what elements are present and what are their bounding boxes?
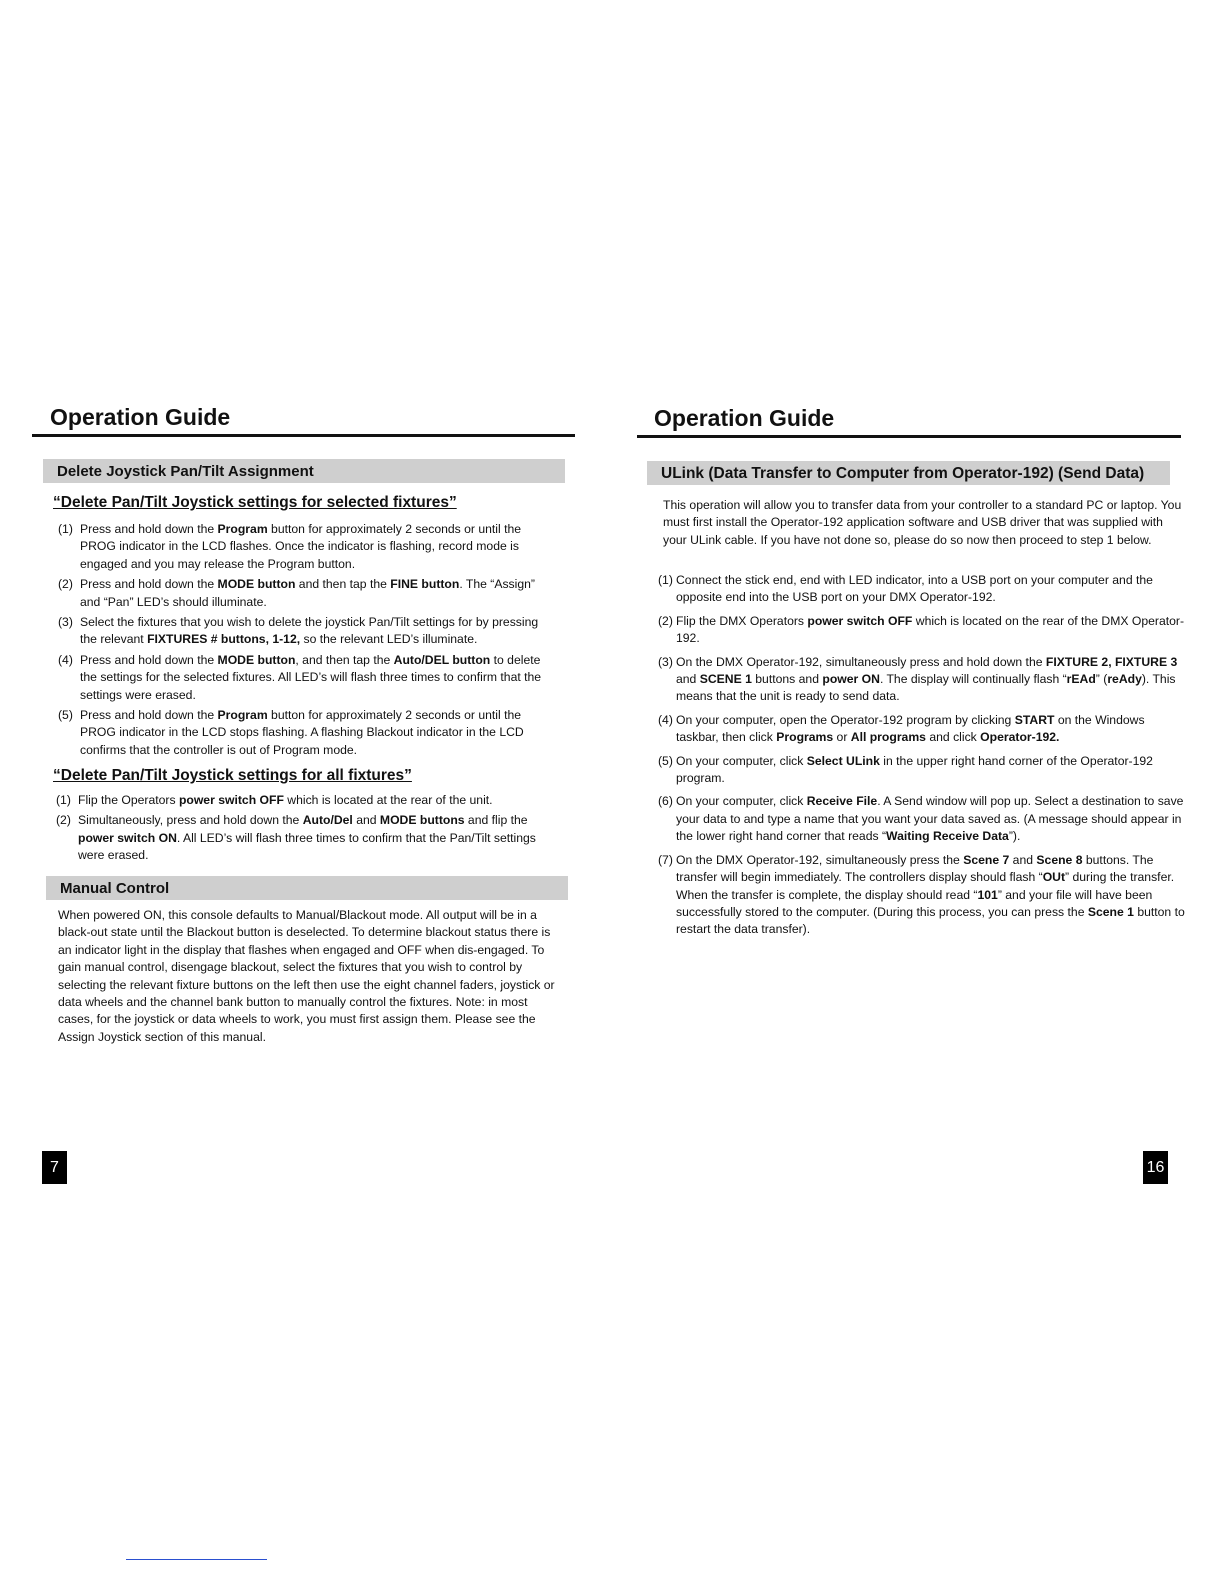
step-number: (1) (58, 522, 73, 536)
step-emphasis: power ON (822, 672, 880, 687)
step-item (658, 793, 1188, 845)
steps-list-all-fixtures (56, 792, 556, 868)
step-number: (3) (658, 654, 673, 669)
step-text: ). This means that the unit is ready to send data. (676, 672, 1176, 704)
step-item (658, 753, 1188, 788)
step-number: (2) (56, 813, 71, 828)
step-text: which is located on the rear of the DMX Operator-192. (676, 613, 1185, 646)
step-number: (5) (58, 708, 73, 723)
step-emphasis: START (1014, 712, 1055, 727)
subheading-selected-fixtures: “Delete Pan/Tilt Joystick settings for selected fixtures” (53, 494, 457, 511)
step-text: Flip the Operators (78, 793, 179, 807)
step-text: button for approximately 2 seconds or until the PROG indicator in the LCD flashes. Once the indicator is flashing, record mode is engaged and you may release the Program button. (80, 522, 522, 571)
page-title: Operation Guide (50, 404, 231, 430)
section-heading-manual-control: Manual Control (46, 876, 568, 900)
step-text: On the DMX Operator-192, simultaneously press and hold down the (676, 654, 1046, 669)
link-underline (126, 1559, 267, 1560)
step-emphasis: OUt (1042, 870, 1066, 885)
step-text: and click (925, 730, 981, 745)
step-text: Simultaneously, press and hold down the (78, 813, 303, 828)
step-text: so the relevant LED’s illuminate. (300, 632, 478, 647)
step-emphasis: Scene 1 (1087, 904, 1134, 919)
step-number: (1) (56, 793, 71, 807)
step-emphasis: Auto/Del (302, 813, 353, 828)
step-item (56, 792, 556, 809)
step-emphasis: Auto/DEL button (393, 652, 491, 667)
title-divider (637, 435, 1181, 438)
step-text: and (676, 672, 700, 687)
step-number: (4) (658, 712, 673, 727)
step-emphasis: FIXTURE 2, FIXTURE 3 (1045, 654, 1178, 669)
step-emphasis: MODE button (217, 577, 296, 592)
step-text: . The “Assign” and “Pan” LED’s should illuminate. (80, 577, 535, 609)
step-text: Select the fixtures that you wish to delete the joystick Pan/Tilt settings for by pressing the relevant (80, 615, 539, 647)
step-text: . All LED’s will flash three times to confirm that the Pan/Tilt settings were erased. (78, 830, 536, 863)
step-item (58, 576, 558, 611)
step-text: Press and hold down the (80, 522, 218, 536)
step-emphasis: All programs (850, 730, 926, 745)
step-text: On your computer, open the Operator-192 program by clicking (676, 712, 1015, 727)
step-number: (1) (658, 573, 673, 587)
step-text: ” and your file will have been successfully stored to the computer. (During this process, you can press the (676, 887, 1153, 919)
step-text: and (1009, 852, 1037, 867)
step-text: Press and hold down the (80, 708, 218, 723)
step-text: On your computer, click (676, 753, 807, 768)
step-text: in the upper right hand corner of the Operator-192 program. (676, 753, 1153, 786)
step-emphasis: 101 (977, 887, 998, 902)
step-number: (2) (658, 613, 673, 628)
step-emphasis: power switch ON (78, 830, 177, 845)
step-text: and (352, 813, 380, 828)
step-text: button for approximately 2 seconds or until the PROG indicator in the LCD stops flashing. A flashing Blackout indicator in the LCD confirms that the controller is out of Program mode. (80, 708, 524, 757)
step-emphasis: SCENE 1 (699, 672, 752, 687)
step-emphasis: Scene 7 (963, 852, 1010, 867)
step-text: Connect the stick end, end with LED indicator, into a USB port on your computer and the opposite end into the USB port on your DMX Operator-192. (676, 573, 1153, 605)
step-number: (4) (58, 652, 73, 667)
step-number: (7) (658, 852, 673, 867)
step-emphasis: Waiting Receive Data (886, 829, 1009, 844)
step-emphasis: MODE buttons (379, 813, 465, 828)
step-text: Press and hold down the (80, 652, 218, 667)
step-emphasis: Programs (776, 730, 834, 745)
page-number: 16 (1143, 1151, 1168, 1184)
step-text: On the DMX Operator-192, simultaneously press the (676, 852, 964, 867)
step-emphasis: power switch OFF (178, 793, 284, 807)
step-item (58, 707, 558, 759)
step-text: and flip the (464, 813, 528, 828)
step-emphasis: MODE button (217, 652, 296, 667)
step-item (56, 812, 556, 864)
subheading-all-fixtures: “Delete Pan/Tilt Joystick settings for all fixtures” (53, 767, 412, 784)
step-text: . The display will continually flash “ (879, 672, 1067, 687)
step-emphasis: FINE button (390, 577, 460, 592)
step-emphasis: Select ULink (806, 753, 880, 768)
step-emphasis: power switch OFF (807, 613, 913, 628)
step-text: ” during the transfer. When the transfer is complete, the display should read “ (676, 870, 1175, 902)
manual-control-text: When powered ON, this console defaults to Manual/Blackout mode. All output will be in a black-out state until the Blackout button is deselected. To determine blackout status there is an indicator light in the display that flashes when engaged and OFF when dis-engaged. To gain manual control, disengage blackout, select the fixtures that you wish to control by selecting the relevant fixture buttons on the left then use the eight channel faders, joystick or data wheels and the channel bank button to manually control the fixtures. Note: in most cases, for the joystick or data wheels to work, you must first assign them. Please see the Assign Joystick section of this manual. (58, 908, 555, 1044)
step-item (58, 521, 558, 573)
ulink-intro-text: This operation will allow you to transfer data from your controller to a standard PC or laptop. You must first install the Operator-192 application software and USB driver that was supplied with your ULink cable. If you have not done so, please do so now then proceed to step 1 below. (663, 498, 1182, 547)
step-item (658, 613, 1188, 648)
step-item (658, 654, 1188, 706)
step-text: which is located at the rear of the unit. (283, 793, 493, 807)
step-number: (3) (58, 615, 73, 630)
right-page (612, 0, 1224, 1584)
step-emphasis: FIXTURES # buttons, 1-12, (147, 632, 301, 647)
step-text: or (833, 730, 851, 745)
step-text: buttons and (751, 672, 823, 687)
step-item (658, 572, 1188, 607)
step-emphasis: Program (217, 522, 268, 536)
step-emphasis: Operator-192. (980, 730, 1060, 745)
steps-list-selected-fixtures (58, 521, 558, 762)
step-item (58, 614, 558, 649)
step-number: (6) (658, 794, 673, 809)
step-text: ” ( (1095, 672, 1108, 687)
step-number: (5) (658, 753, 673, 768)
step-text: ”). (1008, 829, 1021, 844)
step-emphasis: Scene 8 (1036, 852, 1083, 867)
step-emphasis: rEAd (1066, 672, 1096, 687)
page-number: 7 (42, 1151, 67, 1184)
step-text: on the Windows taskbar, then click (676, 712, 1145, 745)
step-text: On your computer, click (676, 794, 807, 809)
page-title: Operation Guide (654, 405, 835, 431)
step-emphasis: Program (217, 708, 268, 723)
steps-list-ulink (658, 572, 1188, 945)
step-text: and then tap the (295, 577, 391, 592)
step-number: (2) (58, 577, 73, 592)
step-text: button to restart the data transfer). (676, 904, 1185, 937)
step-text: Flip the DMX Operators (676, 613, 808, 628)
step-item (658, 852, 1188, 939)
step-item (658, 712, 1188, 747)
step-text: , and then tap the (295, 652, 394, 667)
step-text: buttons. The transfer will begin immediately. The controllers display should flash “ (676, 852, 1154, 885)
step-item (58, 652, 558, 704)
title-divider (32, 434, 575, 437)
step-text: . A Send window will pop up. Select a destination to save your data to and type a name that you want your data saved as. (A message should appear in the lower right hand corner that reads “ (676, 794, 1184, 844)
step-emphasis: reAdy (1107, 672, 1142, 687)
section-heading-delete-joystick: Delete Joystick Pan/Tilt Assignment (43, 459, 565, 483)
step-text: Press and hold down the (80, 577, 218, 592)
section-heading-ulink: ULink (Data Transfer to Computer from Operator-192) (Send Data) (647, 461, 1170, 485)
step-text: to delete the settings for the selected fixtures. All LED’s will flash three times to confirm that the settings were erased. (80, 652, 542, 702)
step-emphasis: Receive File (806, 794, 878, 809)
